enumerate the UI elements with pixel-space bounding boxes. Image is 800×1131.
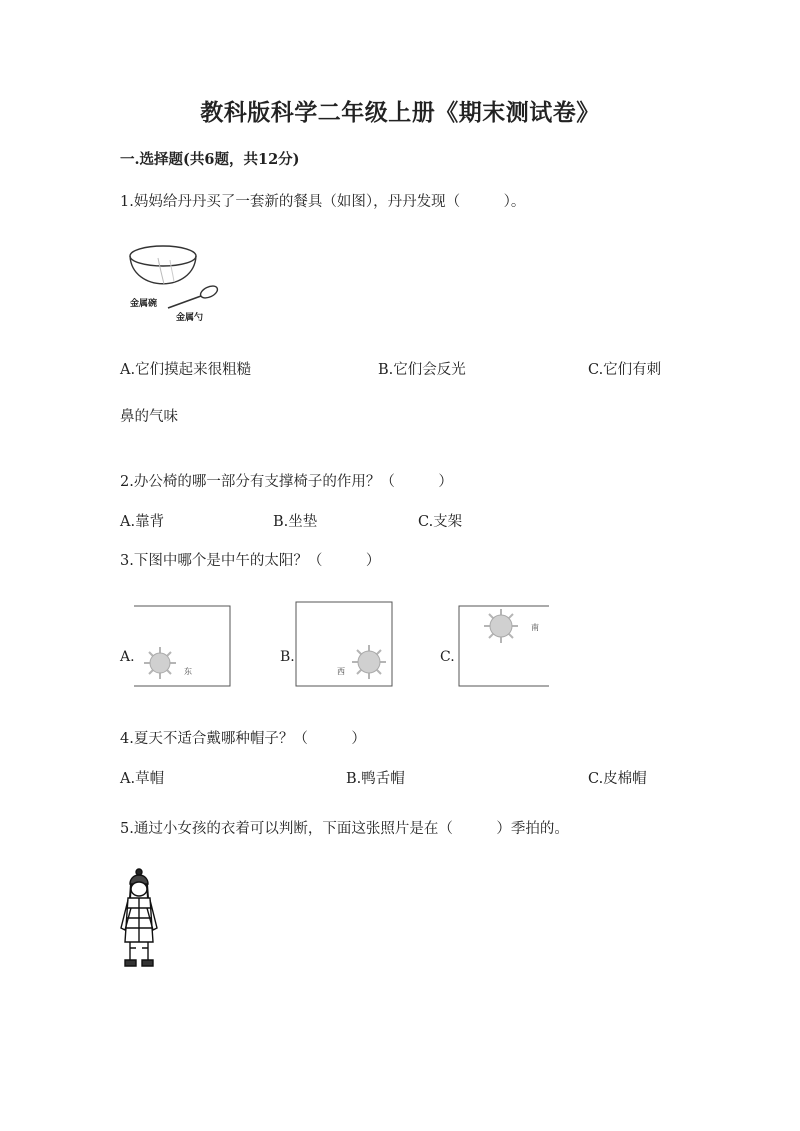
question-1-option-c-continued: 鼻的气味 bbox=[120, 409, 178, 425]
question-1-stem: 1.妈妈给丹丹买了一套新的餐具（如图），丹丹发现（ ）。 bbox=[120, 194, 526, 210]
sun-diagram-b bbox=[295, 601, 395, 689]
sun-icon bbox=[484, 609, 518, 643]
question-3-option-b: B. bbox=[280, 649, 295, 665]
question-3-option-a: A. bbox=[120, 649, 135, 665]
girl-winter-clothes-image bbox=[118, 868, 163, 970]
question-1-option-a: A.它们摸起来很粗糙 bbox=[120, 362, 252, 378]
direction-label-west: 西 bbox=[337, 667, 345, 676]
direction-label-south: 南 bbox=[531, 623, 539, 632]
question-3-stem: 3.下图中哪个是中午的太阳？（ ） bbox=[120, 553, 381, 569]
question-2-stem: 2.办公椅的哪一部分有支撑椅子的作用？（ ） bbox=[120, 474, 453, 490]
sun-icon bbox=[352, 645, 386, 679]
spoon-label: 金属勺 bbox=[176, 313, 204, 323]
question-4-option-b: B.鸭舌帽 bbox=[346, 771, 405, 787]
question-4-option-c: C.皮棉帽 bbox=[588, 771, 647, 787]
sun-icon bbox=[144, 647, 176, 679]
question-4-option-a: A.草帽 bbox=[120, 771, 165, 787]
question-1-option-b: B.它们会反光 bbox=[378, 362, 466, 378]
bowl-spoon-image bbox=[118, 238, 228, 328]
section-heading: 一.选择题(共6题，共12分) bbox=[120, 151, 300, 168]
question-2-option-a: A.靠背 bbox=[120, 514, 165, 530]
bowl-label: 金属碗 bbox=[130, 299, 158, 309]
question-2-option-c: C.支架 bbox=[418, 514, 463, 530]
question-3-option-c: C. bbox=[440, 649, 455, 665]
direction-label-east: 东 bbox=[184, 667, 192, 676]
sun-diagram-c bbox=[457, 604, 557, 689]
question-1-option-c: C.它们有刺 bbox=[588, 362, 662, 378]
question-5-stem: 5.通过小女孩的衣着可以判断，下面这张照片是在（ ）季拍的。 bbox=[120, 821, 569, 837]
page-title: 教科版科学二年级上册《期末测试卷》 bbox=[200, 99, 600, 126]
question-2-option-b: B.坐垫 bbox=[273, 514, 318, 530]
question-4-stem: 4.夏天不适合戴哪种帽子？（ ） bbox=[120, 731, 366, 747]
sun-diagram-a bbox=[134, 604, 234, 689]
